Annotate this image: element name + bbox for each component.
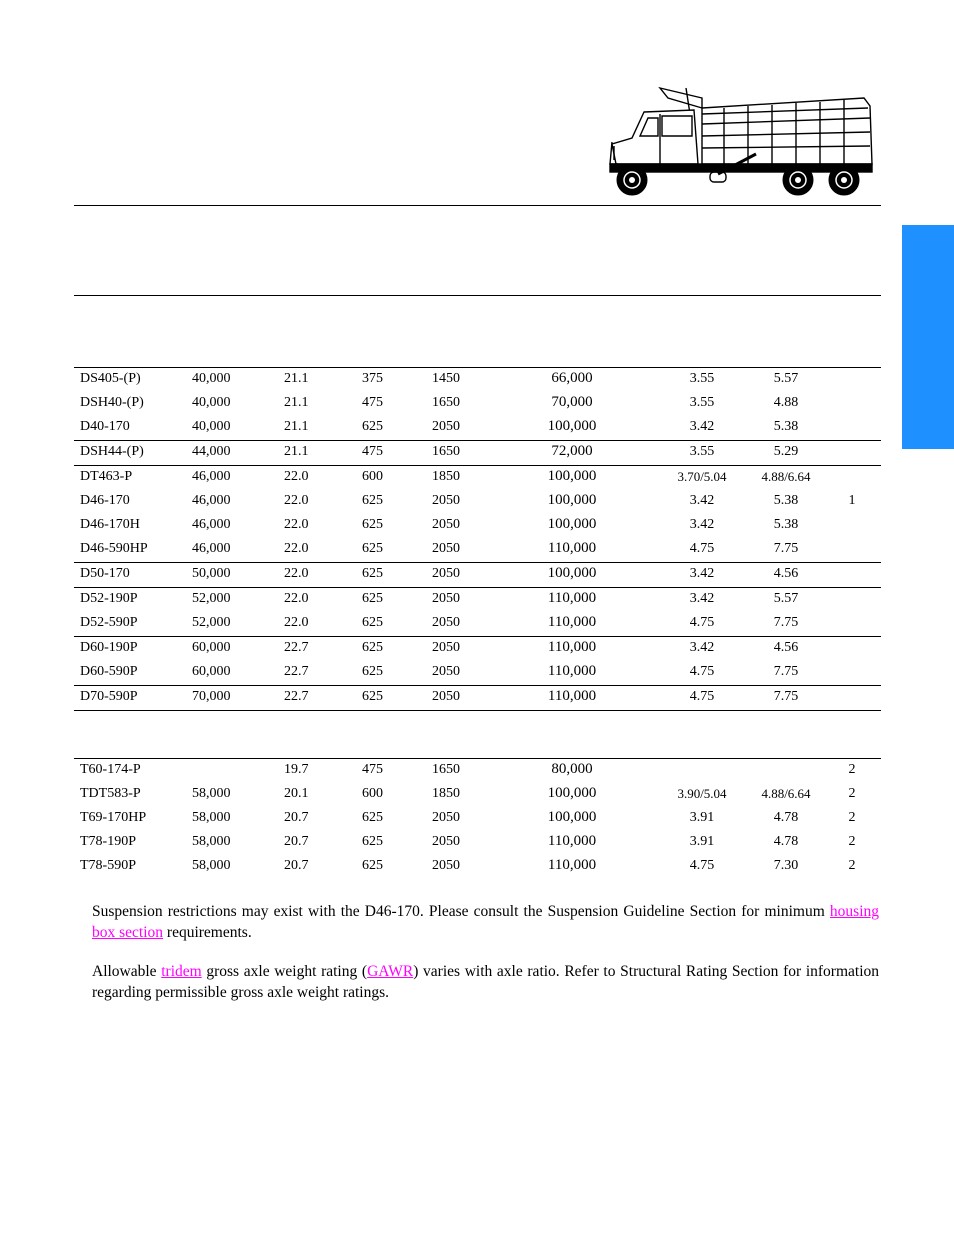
ratio-cell: 20.7 xyxy=(284,834,309,849)
axle-ratio-low-cell: 3.42 xyxy=(689,493,715,508)
ratio-cell: 20.1 xyxy=(284,786,309,801)
torque-cell: 2050 xyxy=(432,541,460,556)
axle-ratio-high-cell: 5.29 xyxy=(773,444,799,459)
note-2 xyxy=(92,961,879,1003)
hp-cell: 625 xyxy=(362,689,383,704)
gcw-cell: 100,000 xyxy=(547,468,597,484)
axle-ratio-high-cell: 7.30 xyxy=(773,858,799,873)
axle-ratio-low-cell: 3.55 xyxy=(689,444,715,459)
table-row xyxy=(74,807,881,831)
axle-ratio-high-cell: 5.38 xyxy=(773,493,799,508)
gvw-cell: 58,000 xyxy=(192,810,231,825)
note-1-text-end: requirements. xyxy=(163,924,252,941)
table-row xyxy=(74,636,881,661)
gcw-cell: 100,000 xyxy=(547,516,597,532)
model-cell: D50-170 xyxy=(80,566,130,581)
hp-cell: 475 xyxy=(362,395,383,410)
gvw-cell: 60,000 xyxy=(192,664,231,679)
note-cell: 2 xyxy=(848,762,856,777)
note-cell: 1 xyxy=(848,493,856,508)
table-row xyxy=(74,440,881,465)
table-single-axle-models xyxy=(74,367,881,711)
axle-ratio-low-cell: 4.75 xyxy=(689,664,715,679)
axle-ratio-high-cell: 4.88/6.64 xyxy=(761,469,811,484)
torque-cell: 1650 xyxy=(432,444,460,459)
hp-cell: 625 xyxy=(362,419,383,434)
model-cell: D52-190P xyxy=(80,591,138,606)
torque-cell: 2050 xyxy=(432,591,460,606)
axle-ratio-low-cell: 3.70/5.04 xyxy=(677,469,727,484)
torque-cell: 2050 xyxy=(432,834,460,849)
axle-ratio-high-cell: 4.78 xyxy=(773,810,799,825)
axle-ratio-low-cell: 3.55 xyxy=(689,371,715,386)
torque-cell: 2050 xyxy=(432,689,460,704)
torque-cell: 2050 xyxy=(432,493,460,508)
note-1-text: Suspension restrictions may exist with the D46-170. Please consult the Suspension Guideline Section for minimum xyxy=(92,903,830,920)
model-cell: T69-170HP xyxy=(80,810,147,825)
torque-cell: 1850 xyxy=(432,469,460,484)
model-cell: D70-590P xyxy=(80,689,138,704)
axle-ratio-low-cell: 3.91 xyxy=(689,810,715,825)
axle-ratio-low-cell: 3.42 xyxy=(689,566,715,581)
hp-cell: 475 xyxy=(362,762,383,777)
model-cell: DS405-(P) xyxy=(80,371,141,386)
axle-ratio-low-cell: 4.75 xyxy=(689,689,715,704)
table-row xyxy=(74,661,881,685)
torque-cell: 2050 xyxy=(432,517,460,532)
ratio-cell: 22.7 xyxy=(284,664,309,679)
ratio-cell: 21.1 xyxy=(284,371,309,386)
gcw-cell: 80,000 xyxy=(551,761,593,777)
table-row xyxy=(74,465,881,490)
axle-ratio-low-cell: 3.55 xyxy=(689,395,715,410)
ratio-cell: 20.7 xyxy=(284,810,309,825)
gcw-cell: 110,000 xyxy=(547,639,597,655)
hp-cell: 625 xyxy=(362,591,383,606)
hp-cell: 475 xyxy=(362,444,383,459)
hp-cell: 600 xyxy=(362,469,383,484)
gvw-cell: 50,000 xyxy=(192,566,231,581)
hp-cell: 625 xyxy=(362,834,383,849)
ratio-cell: 19.7 xyxy=(284,762,309,777)
hp-cell: 625 xyxy=(362,810,383,825)
torque-cell: 1450 xyxy=(432,371,460,386)
table-row xyxy=(74,855,881,879)
table-row xyxy=(74,587,881,612)
model-cell: D60-590P xyxy=(80,664,138,679)
torque-cell: 1650 xyxy=(432,762,460,777)
gcw-cell: 100,000 xyxy=(547,492,597,508)
axle-ratio-low-cell: 3.42 xyxy=(689,640,715,655)
header-rule-bottom xyxy=(74,295,881,296)
model-cell: TDT583-P xyxy=(80,786,141,801)
gcw-cell: 66,000 xyxy=(551,370,593,386)
table-row xyxy=(74,685,881,710)
torque-cell: 2050 xyxy=(432,664,460,679)
axle-ratio-high-cell: 4.56 xyxy=(773,640,799,655)
torque-cell: 2050 xyxy=(432,615,460,630)
gvw-cell: 70,000 xyxy=(192,689,231,704)
hp-cell: 625 xyxy=(362,640,383,655)
ratio-cell: 22.0 xyxy=(284,591,309,606)
gcw-cell: 110,000 xyxy=(547,614,597,630)
note-1 xyxy=(92,901,879,943)
gvw-cell: 58,000 xyxy=(192,786,231,801)
axle-ratio-high-cell: 7.75 xyxy=(773,689,799,704)
note-cell: 2 xyxy=(848,786,856,801)
hp-cell: 600 xyxy=(362,786,383,801)
ratio-cell: 22.0 xyxy=(284,541,309,556)
tridem-link[interactable]: tridem xyxy=(161,963,202,980)
axle-ratio-high-cell: 7.75 xyxy=(773,615,799,630)
ratio-cell: 21.1 xyxy=(284,419,309,434)
model-cell: D40-170 xyxy=(80,419,130,434)
axle-ratio-low-cell: 4.75 xyxy=(689,541,715,556)
gawr-link[interactable]: GAWR xyxy=(367,963,414,980)
table-row xyxy=(74,416,881,440)
model-cell: D60-190P xyxy=(80,640,138,655)
table-row xyxy=(74,562,881,587)
table-row xyxy=(74,831,881,855)
gvw-cell: 60,000 xyxy=(192,640,231,655)
gvw-cell: 52,000 xyxy=(192,591,231,606)
gcw-cell: 110,000 xyxy=(547,688,597,704)
axle-ratio-high-cell: 5.57 xyxy=(773,591,799,606)
model-cell: D46-170H xyxy=(80,517,140,532)
axle-ratio-high-cell: 4.56 xyxy=(773,566,799,581)
hp-cell: 375 xyxy=(362,371,383,386)
model-cell: DSH40-(P) xyxy=(80,395,144,410)
ratio-cell: 22.0 xyxy=(284,469,309,484)
table-tridem-models xyxy=(74,758,881,879)
axle-ratio-high-cell: 4.78 xyxy=(773,834,799,849)
axle-ratio-high-cell: 5.38 xyxy=(773,419,799,434)
table-row xyxy=(74,783,881,807)
hp-cell: 625 xyxy=(362,615,383,630)
gcw-cell: 100,000 xyxy=(547,418,597,434)
axle-ratio-low-cell: 3.42 xyxy=(689,419,715,434)
ratio-cell: 22.7 xyxy=(284,640,309,655)
gcw-cell: 100,000 xyxy=(547,809,597,825)
axle-ratio-low-cell: 4.75 xyxy=(689,615,715,630)
torque-cell: 2050 xyxy=(432,810,460,825)
axle-ratio-high-cell: 7.75 xyxy=(773,541,799,556)
torque-cell: 2050 xyxy=(432,566,460,581)
gvw-cell: 46,000 xyxy=(192,469,231,484)
table-bottom-rule xyxy=(74,710,881,711)
table-row xyxy=(74,392,881,416)
ratio-cell: 21.1 xyxy=(284,395,309,410)
gvw-cell: 40,000 xyxy=(192,395,231,410)
axle-ratio-high-cell: 7.75 xyxy=(773,664,799,679)
torque-cell: 2050 xyxy=(432,640,460,655)
axle-ratio-low-cell: 3.91 xyxy=(689,834,715,849)
note-2-text-3: ) varies with axle ratio. Refer to Structural Rating Section for information regarding permissible gross axle weight ratings. xyxy=(92,963,879,1001)
gvw-cell: 40,000 xyxy=(192,419,231,434)
ratio-cell: 22.0 xyxy=(284,566,309,581)
model-cell: DSH44-(P) xyxy=(80,444,144,459)
ratio-cell: 22.0 xyxy=(284,493,309,508)
axle-ratio-low-cell: 3.42 xyxy=(689,591,715,606)
model-cell: T78-590P xyxy=(80,858,136,873)
axle-ratio-low-cell: 4.75 xyxy=(689,858,715,873)
hp-cell: 625 xyxy=(362,541,383,556)
table-row xyxy=(74,538,881,562)
note-cell: 2 xyxy=(848,834,856,849)
ratio-cell: 21.1 xyxy=(284,444,309,459)
hp-cell: 625 xyxy=(362,517,383,532)
hp-cell: 625 xyxy=(362,858,383,873)
ratio-cell: 22.7 xyxy=(284,689,309,704)
table-row xyxy=(74,490,881,514)
model-cell: D46-590HP xyxy=(80,541,148,556)
table-row xyxy=(74,758,881,783)
ratio-cell: 22.0 xyxy=(284,517,309,532)
axle-ratio-low-cell: 3.42 xyxy=(689,517,715,532)
gcw-cell: 110,000 xyxy=(547,663,597,679)
axle-ratio-high-cell: 5.38 xyxy=(773,517,799,532)
gcw-cell: 100,000 xyxy=(547,565,597,581)
dump-truck-icon xyxy=(606,84,884,200)
axle-ratio-high-cell: 5.57 xyxy=(773,371,799,386)
header-rule-top xyxy=(74,205,881,206)
gcw-cell: 100,000 xyxy=(547,785,597,801)
torque-cell: 1650 xyxy=(432,395,460,410)
note-2-text-1: Allowable xyxy=(92,963,162,980)
torque-cell: 1850 xyxy=(432,786,460,801)
torque-cell: 2050 xyxy=(432,419,460,434)
hp-cell: 625 xyxy=(362,493,383,508)
gvw-cell: 46,000 xyxy=(192,541,231,556)
gvw-cell: 40,000 xyxy=(192,371,231,386)
axle-ratio-low-cell: 3.90/5.04 xyxy=(677,786,727,801)
gvw-cell: 58,000 xyxy=(192,834,231,849)
torque-cell: 2050 xyxy=(432,858,460,873)
gcw-cell: 72,000 xyxy=(551,443,593,459)
gcw-cell: 70,000 xyxy=(551,394,593,410)
gvw-cell: 46,000 xyxy=(192,517,231,532)
note-cell: 2 xyxy=(848,810,856,825)
table-row xyxy=(74,612,881,636)
model-cell: D46-170 xyxy=(80,493,130,508)
gcw-cell: 110,000 xyxy=(547,540,597,556)
gvw-cell: 46,000 xyxy=(192,493,231,508)
ratio-cell: 20.7 xyxy=(284,858,309,873)
gvw-cell: 58,000 xyxy=(192,858,231,873)
hp-cell: 625 xyxy=(362,566,383,581)
housing-box-section-link[interactable]: housing box section xyxy=(92,903,879,941)
gcw-cell: 110,000 xyxy=(547,590,597,606)
model-cell: T78-190P xyxy=(80,834,136,849)
hp-cell: 625 xyxy=(362,664,383,679)
gvw-cell: 44,000 xyxy=(192,444,231,459)
table-row xyxy=(74,514,881,538)
gcw-cell: 110,000 xyxy=(547,857,597,873)
model-cell: T60-174-P xyxy=(80,762,141,777)
ratio-cell: 22.0 xyxy=(284,615,309,630)
axle-ratio-high-cell: 4.88 xyxy=(773,395,799,410)
model-cell: DT463-P xyxy=(80,469,133,484)
table-row xyxy=(74,367,881,392)
axle-ratio-high-cell: 4.88/6.64 xyxy=(761,786,811,801)
note-2-text-2: gross axle weight rating ( xyxy=(201,963,368,980)
model-cell: D52-590P xyxy=(80,615,138,630)
section-tab xyxy=(902,225,954,449)
gvw-cell: 52,000 xyxy=(192,615,231,630)
note-cell: 2 xyxy=(848,858,856,873)
gcw-cell: 110,000 xyxy=(547,833,597,849)
